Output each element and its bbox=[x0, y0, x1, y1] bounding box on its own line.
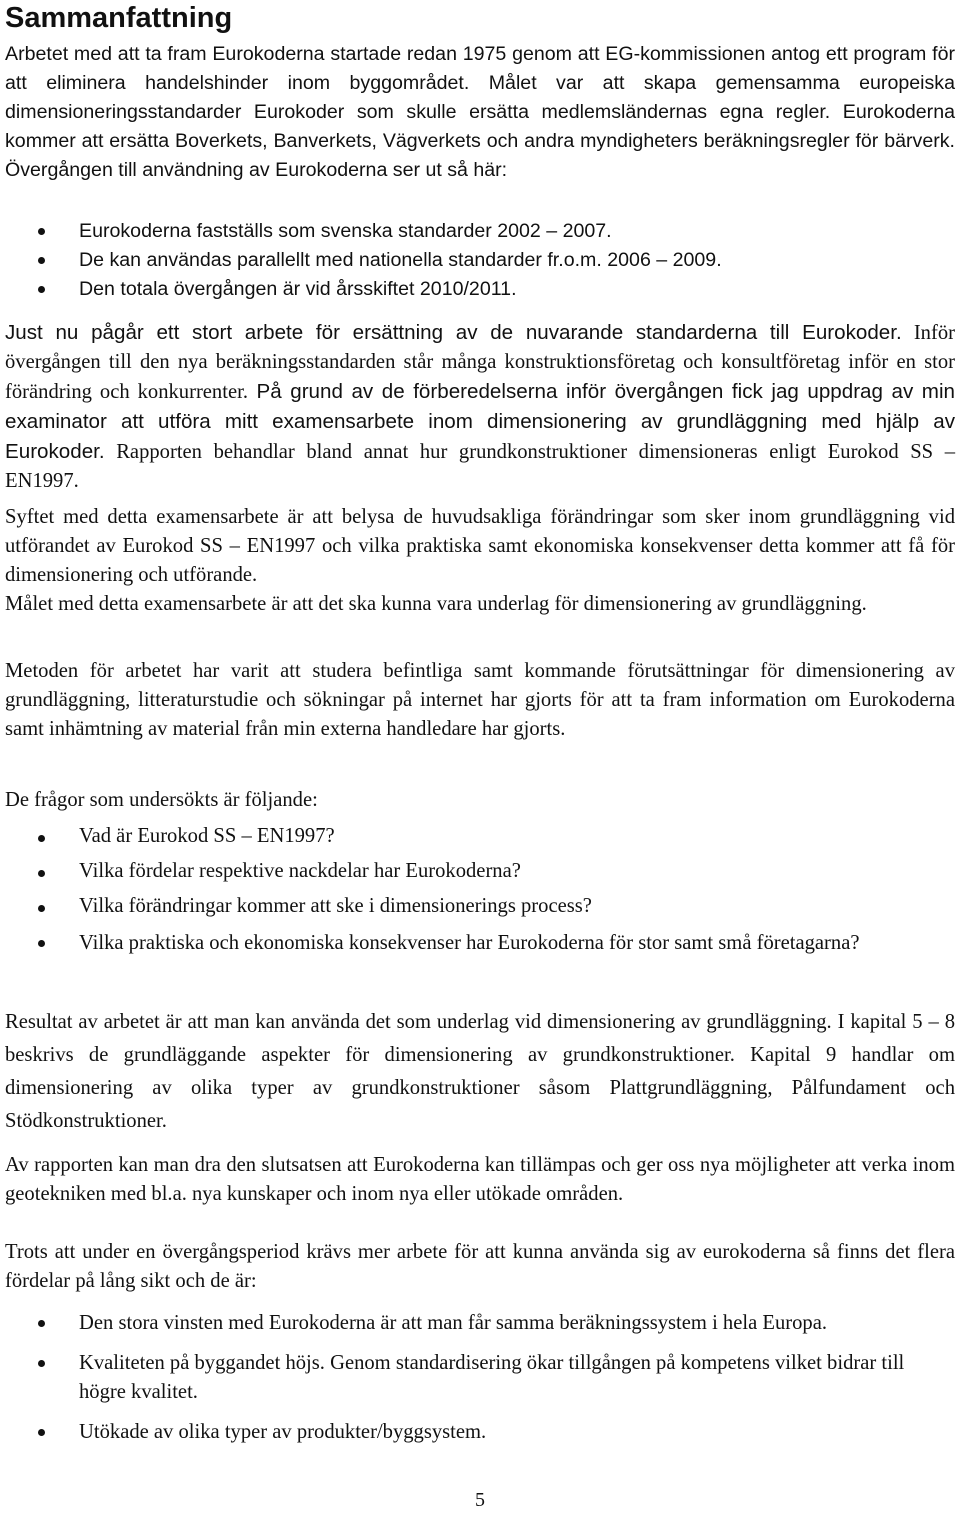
bullet-icon bbox=[38, 835, 45, 842]
method-paragraph: Metoden för arbetet har varit att studera befintliga samt kommande förutsättningar för dimensionering av grundläggning, litteraturstudie och sökningar på internet har gjorts för att ta fram information om Eurokoderna samt inhämtning av material från min externa handledare har gjorts. bbox=[5, 660, 955, 740]
advantages-intro: Trots att under en övergångsperiod krävs mer arbete för att kunna använda sig av eurokoderna så finns det flera fördelar på lång sikt och de är: bbox=[5, 1241, 955, 1292]
list-item: Eurokoderna fastställs som svenska standarder 2002 – 2007. bbox=[5, 217, 955, 246]
result-paragraph: Resultat av arbetet är att man kan använda det som underlag vid dimensionering av grundläggning. I kapital 5 – 8 beskrivs de grundläggande aspekter för dimensionering av grundkonstruktioner. Kapital 9 handlar om dimensionering av olika typer av grundkonstruktioner såsom Plattgrundläggning, Pålfundament och Stödkonstruktioner. bbox=[5, 1011, 955, 1132]
conclusion-paragraph: Av rapporten kan man dra den slutsatsen att Eurokoderna kan tillämpas och ger oss nya möjligheter att verka inom geotekniken med bl.a. nya kunskaper och inom nya eller utökade områden. bbox=[5, 1154, 955, 1205]
purpose-paragraph: Syftet med detta examensarbete är att belysa de huvudsakliga förändringar som sker inom grundläggning vid utförandet av Eurokod SS – EN1997 och vilka praktiska samt ekonomiska konsekvenser detta kommer att få för dimensionering och utförande. bbox=[5, 506, 955, 586]
questions-list bbox=[5, 822, 955, 960]
bullet-icon bbox=[38, 905, 45, 912]
bullet-icon bbox=[38, 1429, 45, 1436]
page-number: 5 bbox=[475, 1489, 485, 1511]
bullet-icon bbox=[38, 1360, 45, 1367]
list-item: Utökade av olika typer av produkter/byggsystem. bbox=[5, 1418, 955, 1447]
page-title: Sammanfattning bbox=[5, 2, 233, 34]
intro-paragraph: Arbetet med att ta fram Eurokoderna startade redan 1975 genom att EG-kommissionen antog ett program för att eliminera handelshinder inom byggområdet. Målet var att skapa gemensamma europeiska dimensioneringsstandarder Eurokoder som skulle ersätta medlemsländernas egna regler. Eurokoderna kommer att ersätta Boverkets, Banverkets, Vägverkets och andra myndigheters beräkningsregler för bärverk. Övergången till användning av Eurokoderna ser ut så här: bbox=[5, 43, 955, 181]
list-item: Vad är Eurokod SS – EN1997? bbox=[5, 822, 955, 851]
goal-paragraph: Målet med detta examensarbete är att det ska kunna vara underlag för dimensionering av grundläggning. bbox=[5, 593, 867, 615]
bullet-icon bbox=[38, 257, 45, 264]
bullet-icon bbox=[38, 1320, 45, 1327]
transition-timeline-list bbox=[5, 217, 955, 304]
bullet-icon bbox=[38, 940, 45, 947]
advantages-list bbox=[5, 1309, 955, 1447]
list-item: Den stora vinsten med Eurokoderna är att man får samma beräkningssystem i hela Europa. bbox=[5, 1309, 955, 1338]
list-item: Vilka praktiska och ekonomiska konsekvenser har Eurokoderna för stor samt små företagarna? bbox=[5, 927, 955, 960]
bullet-icon bbox=[38, 228, 45, 235]
bullet-icon bbox=[38, 286, 45, 293]
list-item: Kvaliteten på byggandet höjs. Genom standardisering ökar tillgången på kompetens vilket bidrar till högre kvalitet. bbox=[5, 1349, 955, 1407]
background-paragraph: Just nu pågår ett stort arbete för ersättning av de nuvarande standarderna till Eurokoder. Inför övergången till den nya beräkningsstandarden står många konstruktionsföretag och konsultföretag inför en stor förändring och konkurrenter. På grund av de förberedelserna inför övergången fick jag uppdrag av min examinator att utföra mitt examensarbete inom dimensionering av grundläggning med hjälp av Eurokoder. Rapporten behandlar bland annat hur grundkonstruktioner dimensioneras enligt Eurokod SS – EN1997. bbox=[5, 321, 955, 492]
list-item: Vilka fördelar respektive nackdelar har Eurokoderna? bbox=[5, 857, 955, 886]
list-item: Den totala övergången är vid årsskiftet 2010/2011. bbox=[5, 275, 955, 304]
list-item: De kan användas parallellt med nationella standarder fr.o.m. 2006 – 2009. bbox=[5, 246, 955, 275]
bullet-icon bbox=[38, 870, 45, 877]
list-item: Vilka förändringar kommer att ske i dimensionerings process? bbox=[5, 892, 955, 921]
questions-intro: De frågor som undersökts är följande: bbox=[5, 789, 318, 811]
